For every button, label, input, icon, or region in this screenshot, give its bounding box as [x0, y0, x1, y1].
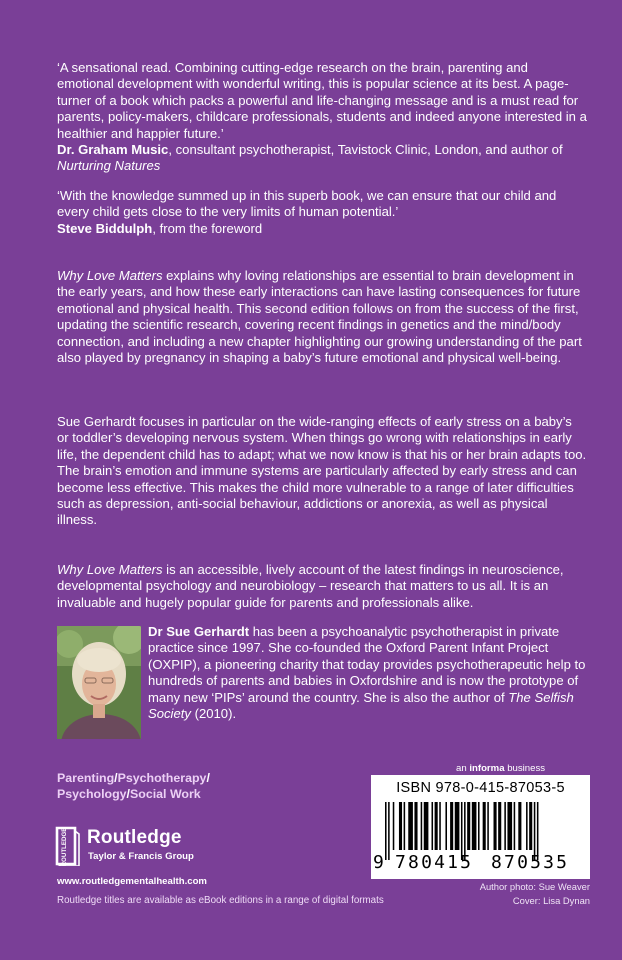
quote-book: Nurturing Natures [57, 158, 161, 174]
barcode-bar [504, 802, 506, 850]
author-bio: Dr Sue Gerhardt has been a psychoanalytic psychotherapist in private practice since 1997. She co-founded the Oxford Parent Infant Project (OXPIP), a pioneering charity that today provides psychotherapeutic help to hundreds of parents and babies in Oxfordshire and is now the prototype of many new ‘PIPs’ around the country. She is also the author of The Selfish Society (2010). [148, 624, 586, 722]
book-title: Why Love Matters [57, 562, 163, 577]
routledge-logo-icon [55, 826, 81, 866]
barcode-bar [455, 802, 460, 850]
description-paragraph-2: Sue Gerhardt focuses in particular on the wide-ranging effects of early stress on a baby’s or toddler’s developing nervous system. When things go wrong with relationships in early life, the dependent child has to adapt; what we now know is that his or her brain adapts too. The brain’s emotion and immune systems are particularly affected by early stress and can become less effective. This makes the child more vulnerable to a range of later difficulties such as depression, anti-social behaviour, addictions or anorexia, as well as physical illness. [57, 414, 587, 528]
barcode-group-2: 870535 [491, 852, 570, 873]
barcode-bar [424, 802, 429, 850]
subject-psychology: Psychology [57, 787, 127, 801]
publisher-name: Routledge [87, 827, 182, 848]
quote-author: Dr. Graham Music [57, 142, 169, 158]
author-name: Dr Sue Gerhardt [148, 624, 250, 639]
barcode [371, 775, 590, 879]
publisher-url: www.routledgementalhealth.com [57, 876, 207, 887]
subject-categories: Parenting/Psychotherapy/ Psychology/Social Work [57, 771, 210, 801]
barcode-group-1: 780415 [395, 852, 474, 873]
barcode-bar [467, 802, 470, 850]
barcode-bar [385, 802, 387, 860]
quote-attribution: Dr. Graham Music, consultant psychotherapist, Tavistock Clinic, London, and author of Nurturing Natures [57, 142, 563, 174]
barcode-bar [483, 802, 486, 850]
barcode-bar [421, 802, 423, 850]
barcode-bar [388, 802, 390, 860]
informa-brand: informa [469, 763, 505, 774]
bio-book: The Selfish Society [148, 689, 574, 722]
barcode-bar [487, 802, 489, 850]
barcode-bar [450, 802, 453, 850]
description-paragraph-3: Why Love Matters is an accessible, lively account of the latest findings in neuroscience, developmental psychology and neurobiology – research that matters to us all. It is an invaluable and hugely popular guide for parents and professionals alike. [57, 562, 564, 610]
barcode-bar [529, 802, 532, 850]
svg-text:ROUTLEDGE: ROUTLEDGE [61, 827, 68, 866]
review-quote-1 [57, 60, 587, 175]
barcode-bar [414, 802, 417, 850]
quote-author: Steve Biddulph [57, 220, 153, 236]
quote-attribution: Steve Biddulph, from the foreword [57, 220, 263, 236]
barcode-bar [494, 802, 497, 850]
subject-psychotherapy: Psychotherapy [117, 771, 207, 785]
barcode-bar [432, 802, 434, 850]
subject-social-work: Social Work [130, 787, 201, 801]
barcode-bar [498, 802, 501, 850]
author-photo [57, 626, 141, 739]
isbn-label: ISBN 978-0-415-87053-5 [396, 780, 565, 796]
barcode-bar [393, 802, 395, 850]
publisher-group: Taylor & Francis Group [88, 851, 194, 862]
barcode-bar [399, 802, 402, 850]
subject-parenting: Parenting [57, 771, 115, 785]
barcode-bar [478, 802, 480, 850]
photo-credit: Author photo: Sue Weaver [479, 881, 590, 892]
barcode-bar [445, 802, 447, 850]
barcode-bar [439, 802, 441, 850]
cover-credit: Cover: Lisa Dynan [512, 895, 590, 906]
barcode-bar [472, 802, 477, 850]
review-quote-2 [57, 188, 587, 237]
barcode-bar [518, 802, 521, 850]
barcode-bar [514, 802, 516, 850]
description-paragraph-1: Why Love Matters explains why loving relationships are essential to brain development in the early years, and how these early interactions can have lasting consequences for future emotional and physical health. This second edition follows on from the success of the first, updating the scientific research, covering recent findings in genetics and the mind/body connection, and including a new chapter highlighting our growing understanding of the part also played by pregnancy in shaping a baby’s future emotional and physical well-being. [57, 268, 582, 366]
quote-text: ‘A sensational read. Combining cutting-edge research on the brain, parenting and emotional development with wonderful writing, this is popular science at its best. A page-turner of a book which packs a powerful and life-changing message and is a must read for parents, policy-makers, childcare professionals, students and indeed anyone interested in a healthier and happier future.’ [57, 60, 587, 141]
quote-text: ‘With the knowledge summed up in this superb book, we can ensure that our child and every child gets close to the very limits of human potential.’ [57, 188, 557, 220]
book-title: Why Love Matters [57, 268, 163, 283]
informa-business-line: an informa business [456, 763, 546, 774]
barcode-bar [404, 802, 406, 850]
publisher-logo [55, 826, 225, 868]
ebook-note: Routledge titles are available as eBook editions in a range of digital formats [57, 895, 384, 906]
barcode-bar [526, 802, 528, 850]
barcode-bar [507, 802, 512, 850]
barcode-bar [408, 802, 413, 850]
barcode-bar [435, 802, 438, 850]
barcode-lead-digit: 9 [373, 852, 384, 873]
